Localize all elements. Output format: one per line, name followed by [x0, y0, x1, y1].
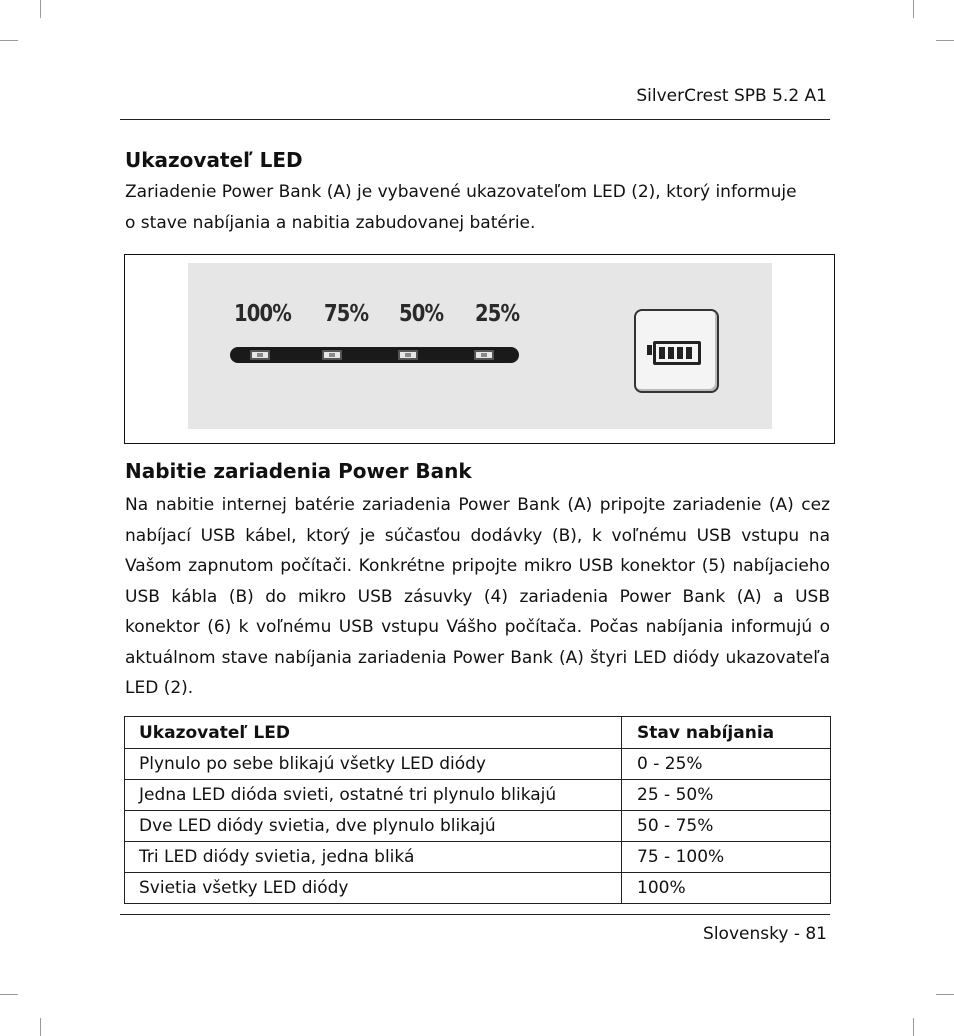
led-label-100: 100%	[234, 301, 292, 327]
table-cell: 0 - 25%	[622, 749, 831, 780]
power-bank-panel	[188, 263, 772, 429]
crop-mark	[0, 40, 18, 41]
crop-mark	[936, 40, 954, 41]
section-heading-charging: Nabitie zariadenia Power Bank	[125, 459, 472, 483]
table-row	[125, 749, 831, 780]
led-dot	[398, 350, 418, 360]
table-cell: 25 - 50%	[622, 780, 831, 811]
page-number: Slovensky - 81	[703, 924, 827, 944]
led-label-25: 25%	[475, 301, 520, 327]
crop-mark	[0, 994, 18, 995]
led-strip	[230, 347, 519, 363]
table-cell: Plynulo po sebe blikajú všetky LED diódy	[125, 749, 622, 780]
led-paragraph-line2: o stave nabíjania a nabitia zabudovanej batérie.	[125, 212, 536, 233]
battery-icon	[634, 309, 719, 393]
crop-mark	[40, 1018, 41, 1036]
led-paragraph	[125, 177, 830, 238]
table-cell: Dve LED diódy svietia, dve plynulo blikajú	[125, 811, 622, 842]
led-indicator-figure	[124, 254, 835, 444]
crop-mark	[913, 0, 914, 18]
led-dot	[322, 350, 342, 360]
led-label-75: 75%	[324, 301, 369, 327]
table-row	[125, 842, 831, 873]
header-rule	[120, 119, 830, 120]
table-cell: 100%	[622, 873, 831, 904]
running-header: SilverCrest SPB 5.2 A1	[636, 86, 827, 106]
footer-rule	[120, 914, 830, 915]
table-row	[125, 780, 831, 811]
table-cell: 50 - 75%	[622, 811, 831, 842]
section-heading-led: Ukazovateľ LED	[125, 148, 303, 172]
led-dot	[474, 350, 494, 360]
led-paragraph-line1: Zariadenie Power Bank (A) je vybavené ukazovateľom LED (2), ktorý informuje	[125, 182, 797, 202]
table-row	[125, 873, 831, 904]
led-dot	[250, 350, 270, 360]
crop-mark	[936, 994, 954, 995]
table-cell: 75 - 100%	[622, 842, 831, 873]
table-cell: Tri LED diódy svietia, jedna bliká	[125, 842, 622, 873]
table-header-led: Ukazovateľ LED	[125, 717, 622, 749]
table-header-row	[125, 717, 831, 749]
led-label-50: 50%	[399, 301, 444, 327]
crop-mark	[913, 1018, 914, 1036]
charging-paragraph: Na nabitie internej batérie zariadenia Power Bank (A) pripojte zariadenie (A) cez nabíjací USB kábel, ktorý je súčasťou dodávky (B), k voľnému USB vstupu na Vašom zapnutom počítači. Konkrétne pripojte mikro USB konektor (5) nabíjacieho USB kábla (B) do mikro USB zásuvky (4) zariadenia Power Bank (A) a USB konektor (6) k voľnému USB vstupu Vášho počítača. Počas nabíjania informujú o aktuálnom stave nabíjania zariadenia Power Bank (A) štyri LED diódy ukazovateľa LED (2).	[125, 495, 830, 698]
table-header-status: Stav nabíjania	[622, 717, 831, 749]
table-row	[125, 811, 831, 842]
table-cell: Jedna LED dióda svieti, ostatné tri plynulo blikajú	[125, 780, 622, 811]
crop-mark	[40, 0, 41, 18]
table-cell: Svietia všetky LED diódy	[125, 873, 622, 904]
led-status-table	[124, 716, 831, 904]
